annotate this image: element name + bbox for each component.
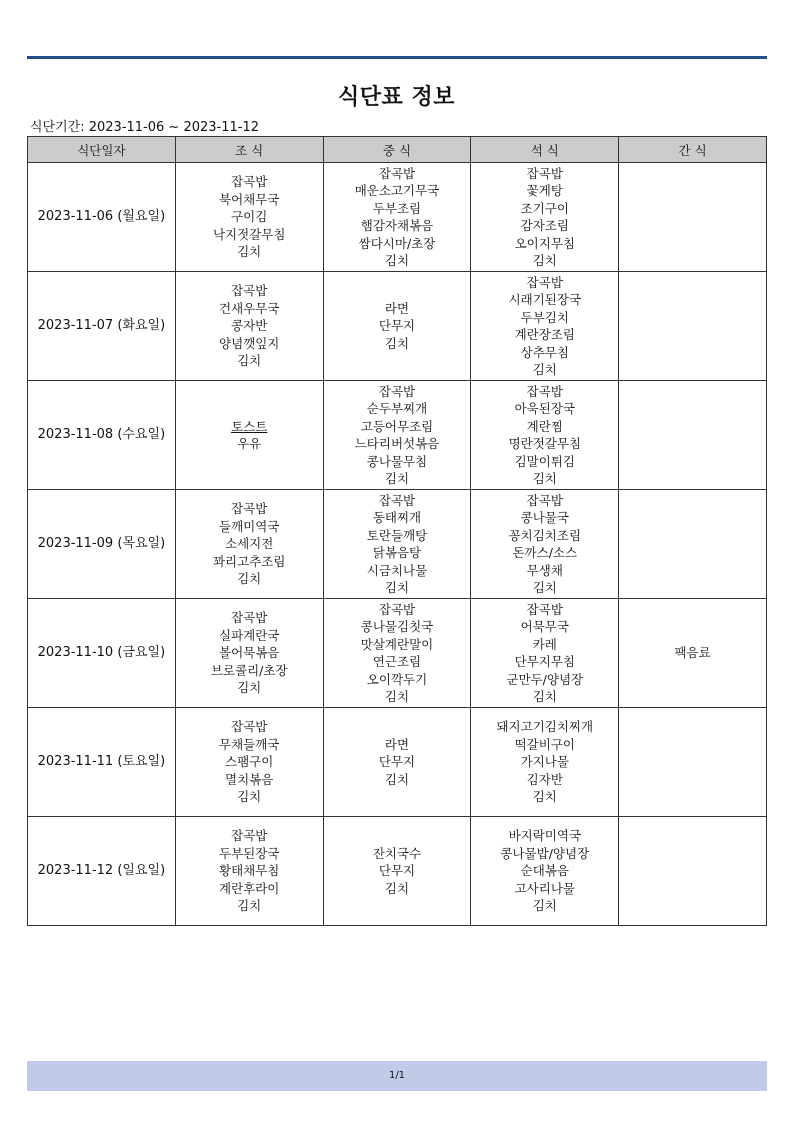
table-row xyxy=(28,817,767,926)
dish-item: 들깨미역국 xyxy=(219,518,280,534)
top-rule xyxy=(27,56,767,59)
dish-item: 콩나물밥/양념장 xyxy=(500,845,590,861)
dish-item: 꽁치김치조림 xyxy=(508,527,582,543)
snack-cell xyxy=(619,599,767,708)
dish-item: 매운소고기무국 xyxy=(354,183,440,198)
dish-item: 돈까스/소스 xyxy=(512,545,578,560)
lunch-cell xyxy=(323,163,471,272)
header-snack: 간 식 xyxy=(619,137,767,163)
dish-item: 김치 xyxy=(384,689,410,704)
page-number: 1/1 xyxy=(388,1070,406,1081)
lunch-cell xyxy=(323,708,471,817)
dish-item: 무채들깨국 xyxy=(219,736,280,752)
dish-item: 김치 xyxy=(237,789,262,805)
date-cell: 2023-11-07 (화요일) xyxy=(28,272,176,381)
dish-item: 명란젓갈무침 xyxy=(508,436,582,451)
dish-item: 계란장조림 xyxy=(514,327,575,342)
dish-item: 스팸구이 xyxy=(225,754,274,770)
dish-item: 콩자반 xyxy=(231,318,268,334)
dish-item: 잡곡밥 xyxy=(378,601,416,617)
dish-item: 김치 xyxy=(384,335,410,351)
dish-item: 김치 xyxy=(237,680,262,696)
footer-bar xyxy=(27,1061,767,1091)
dish-item: 두부조림 xyxy=(372,200,422,216)
table-row xyxy=(28,708,767,817)
menu-body xyxy=(28,163,767,926)
dish-item: 잡곡밥 xyxy=(231,501,268,517)
header-row xyxy=(28,137,767,163)
dish-item: 잡곡밥 xyxy=(526,383,563,399)
dish-item: 김치 xyxy=(532,689,557,704)
snack-cell xyxy=(619,708,767,817)
dish-item: 잡곡밥 xyxy=(378,165,416,181)
dish-item: 양념깻잎지 xyxy=(219,335,280,351)
lunch-cell xyxy=(323,272,471,381)
dish-item: 김치 xyxy=(384,771,410,787)
dinner-cell xyxy=(471,599,619,708)
dish-item: 잡곡밥 xyxy=(526,165,563,181)
dish-item: 잡곡밥 xyxy=(231,610,268,626)
dish-item: 단무지무침 xyxy=(514,654,575,669)
dish-item: 잔치국수 xyxy=(372,845,422,861)
dish-item: 김치 xyxy=(384,880,410,896)
breakfast-cell xyxy=(175,272,323,381)
dish-item: 단무지 xyxy=(378,863,416,879)
dish-item: 잡곡밥 xyxy=(526,274,563,290)
dish-item: 우유 xyxy=(237,436,262,451)
snack-cell xyxy=(619,272,767,381)
dish-item: 김치 xyxy=(384,471,410,486)
dish-item: 시금치나물 xyxy=(366,562,428,578)
dish-item: 김치 xyxy=(532,253,557,268)
dish-item: 라면 xyxy=(384,736,410,752)
dish-item: 연근조림 xyxy=(372,654,422,669)
dish-item: 콩나물김칫국 xyxy=(360,619,434,634)
dish-item: 느타리버섯볶음 xyxy=(354,436,440,451)
dish-item: 잡곡밥 xyxy=(231,174,268,190)
dish-item: 카레 xyxy=(532,636,557,652)
dish-item: 김말이튀김 xyxy=(514,453,575,469)
dish-item: 김치 xyxy=(237,898,262,914)
dish-item: 김치 xyxy=(532,580,557,595)
dish-item: 계란찜 xyxy=(526,418,563,434)
dish-item: 콩나물무침 xyxy=(366,453,428,469)
dish-item: 김치 xyxy=(237,571,262,587)
menu-table xyxy=(27,136,767,926)
dish-item: 김치 xyxy=(532,898,557,914)
breakfast-cell xyxy=(175,708,323,817)
snack-cell xyxy=(619,163,767,272)
dish-item: 꽈리고추조림 xyxy=(212,553,286,569)
dish-item: 가지나물 xyxy=(520,754,569,770)
date-cell: 2023-11-09 (목요일) xyxy=(28,490,176,599)
date-cell: 2023-11-12 (일요일) xyxy=(28,817,176,926)
dish-item: 동태찌개 xyxy=(372,510,422,525)
page-title: 식단표 정보 xyxy=(338,85,455,110)
dish-item: 맛살계란말이 xyxy=(360,636,434,652)
dish-item: 감자조림 xyxy=(520,218,569,233)
dish-item: 김치 xyxy=(532,362,557,377)
dish-item: 무생채 xyxy=(526,562,563,578)
dish-item: 건새우무국 xyxy=(219,300,280,316)
dish-item: 고등어무조림 xyxy=(360,418,434,434)
dish-item: 소세지전 xyxy=(225,536,274,552)
dish-item: 시래기된장국 xyxy=(508,292,582,307)
dish-item: 쌈다시마/초장 xyxy=(358,235,436,251)
date-cell: 2023-11-08 (수요일) xyxy=(28,381,176,490)
dish-item: 김치 xyxy=(237,353,262,369)
table-row xyxy=(28,381,767,490)
dish-item: 김치 xyxy=(384,580,410,595)
date-cell: 2023-11-06 (월요일) xyxy=(28,163,176,272)
header-dinner: 석 식 xyxy=(471,137,619,163)
dish-item: 햄감자채볶음 xyxy=(360,218,434,233)
dish-item: 잡곡밥 xyxy=(526,492,563,508)
dinner-cell xyxy=(471,490,619,599)
breakfast-cell xyxy=(175,599,323,708)
dish-item: 김치 xyxy=(532,789,557,805)
dish-item: 계란후라이 xyxy=(219,880,280,896)
breakfast-cell xyxy=(175,381,323,490)
dish-item: 잡곡밥 xyxy=(231,828,268,844)
dish-item: 김자반 xyxy=(526,771,563,787)
dish-item: 구이김 xyxy=(231,209,268,225)
dish-item: 상추무침 xyxy=(520,344,569,360)
dish-item: 잡곡밥 xyxy=(231,283,268,299)
date-cell: 2023-11-11 (토요일) xyxy=(28,708,176,817)
dish-item: 김치 xyxy=(384,253,410,268)
dish-item: 고사리나물 xyxy=(514,880,575,896)
dish-item: 떡갈비구이 xyxy=(514,736,575,752)
lunch-cell xyxy=(323,599,471,708)
dinner-cell xyxy=(471,163,619,272)
dish-item: 군만두/양념장 xyxy=(506,671,584,687)
dish-item: 토란들깨탕 xyxy=(366,527,428,543)
snack-cell xyxy=(619,817,767,926)
lunch-cell xyxy=(323,381,471,490)
dish-item: 잡곡밥 xyxy=(231,719,268,735)
dish-item: 두부김치 xyxy=(520,309,569,325)
dish-item: 토스트 xyxy=(231,418,268,434)
breakfast-cell xyxy=(175,490,323,599)
table-row xyxy=(28,599,767,708)
dish-item: 어묵무국 xyxy=(520,619,569,634)
dish-item: 황태채무침 xyxy=(219,863,280,879)
date-cell: 2023-11-10 (금요일) xyxy=(28,599,176,708)
dish-item: 낙지젓갈무침 xyxy=(212,226,286,242)
dinner-cell xyxy=(471,272,619,381)
lunch-cell xyxy=(323,817,471,926)
dish-item: 실파계란국 xyxy=(219,627,280,643)
breakfast-cell xyxy=(175,163,323,272)
dish-item: 순두부찌개 xyxy=(366,401,428,416)
dish-item: 콩나물국 xyxy=(520,510,569,525)
dish-item: 볼어묵볶음 xyxy=(219,645,280,661)
dish-item: 닭볶음탕 xyxy=(372,545,422,560)
dish-item: 김치 xyxy=(532,471,557,486)
menu-period: 식단기간: 2023-11-06 ~ 2023-11-12 xyxy=(30,120,260,135)
snack-cell xyxy=(619,381,767,490)
dish-item: 잡곡밥 xyxy=(526,601,563,617)
header-date: 식단일자 xyxy=(28,137,176,163)
breakfast-cell xyxy=(175,817,323,926)
dish-item: 아욱된장국 xyxy=(514,401,575,416)
dinner-cell xyxy=(471,817,619,926)
dish-item: 김치 xyxy=(237,244,262,260)
dish-item: 단무지 xyxy=(378,318,416,334)
dinner-cell xyxy=(471,381,619,490)
table-row xyxy=(28,272,767,381)
dish-item: 오이깍두기 xyxy=(366,671,428,687)
dish-item: 팩음료 xyxy=(674,645,711,661)
dish-item: 순대볶음 xyxy=(520,863,569,879)
dish-item: 잡곡밥 xyxy=(378,383,416,399)
dish-item: 잡곡밥 xyxy=(378,492,416,508)
lunch-cell xyxy=(323,490,471,599)
dish-item: 오이지무침 xyxy=(514,235,575,251)
dish-item: 조기구이 xyxy=(520,200,569,216)
dish-item: 꽃게탕 xyxy=(526,183,563,198)
table-row xyxy=(28,490,767,599)
snack-cell xyxy=(619,490,767,599)
table-row xyxy=(28,163,767,272)
dish-item: 돼지고기김치찌개 xyxy=(496,719,594,735)
dish-item: 브로콜리/초장 xyxy=(210,662,288,678)
dinner-cell xyxy=(471,708,619,817)
dish-item: 멸치볶음 xyxy=(225,771,274,787)
dish-item: 단무지 xyxy=(378,754,416,770)
dish-item: 바지락미역국 xyxy=(508,828,582,844)
header-breakfast: 조 식 xyxy=(175,137,323,163)
dish-item: 라면 xyxy=(384,300,410,316)
header-lunch: 중 식 xyxy=(323,137,471,163)
dish-item: 북어채무국 xyxy=(219,191,280,207)
dish-item: 두부된장국 xyxy=(219,845,280,861)
